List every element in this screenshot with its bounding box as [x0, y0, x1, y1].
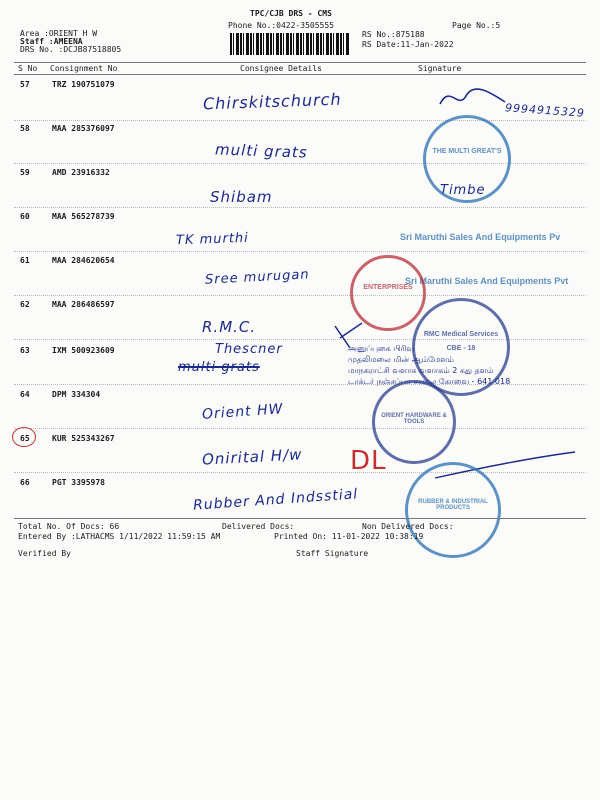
- row-65-sno: 65: [20, 434, 30, 443]
- entered-by: Entered By :LATHACMS 1/11/2022 11:59:15 AM: [18, 532, 221, 541]
- footer-rule: [14, 518, 586, 519]
- col-consignee: Consignee Details: [240, 64, 322, 73]
- row-64-consignment: DPM 334304: [52, 390, 101, 399]
- sri-maruthi-stamp-1: Sri Maruthi Sales And Equipments Pv: [400, 232, 561, 242]
- col-sno: S No: [18, 64, 38, 73]
- row-60-consignment: MAA 565278739: [52, 212, 115, 221]
- row-65-circle-mark: [12, 427, 36, 447]
- tamil-address-stamp: அனுப்புகை பிரிவு முதலிமலை மின் ஆம்மேளம் மாநகராட்சி வளாக வளாகம் 2 கது தளம் டாக்டர் நஞ்சப்பா சாலை கோவை - 641 018: [348, 344, 511, 386]
- row-63-sno: 63: [20, 346, 30, 355]
- row-60-sno: 60: [20, 212, 30, 221]
- row-61-consignment: MAA 284620654: [52, 256, 115, 265]
- row-59-consignee: Shibam: [210, 188, 273, 206]
- row-59-signature: Timbe: [440, 183, 486, 198]
- row-62-sno: 62: [20, 300, 30, 309]
- row-63-consignee: Thescner: [215, 342, 283, 357]
- multi-greats-stamp: THE MULTI GREAT'S: [423, 115, 511, 203]
- orient-hardware-stamp: ORIENT HARDWARE & TOOLS: [372, 380, 456, 464]
- row-60-consignee: TK murthi: [175, 230, 250, 249]
- row-58-consignment: MAA 285376097: [52, 124, 115, 133]
- header-rule-bottom: [14, 74, 586, 75]
- row-57-signature-scribble: [430, 82, 510, 112]
- row-65-consignee: Onirital H/w: [201, 445, 303, 469]
- verified-by: Verified By: [18, 549, 71, 558]
- non-delivered-docs: Non Delivered Docs:: [362, 522, 454, 531]
- row-divider: [14, 207, 586, 208]
- rs-number: RS No.:875188: [362, 30, 425, 39]
- row-divider: [14, 251, 586, 252]
- row-64-sno: 64: [20, 390, 30, 399]
- row-66-consignee: Rubber And Indsstial: [192, 486, 359, 514]
- row-62-consignment: MAA 286486597: [52, 300, 115, 309]
- row-divider: [14, 120, 586, 121]
- delivered-docs: Delivered Docs:: [222, 522, 295, 531]
- header-rule-top: [14, 62, 586, 63]
- staff-label: Staff :AMEENA: [20, 37, 83, 46]
- col-signature: Signature: [418, 64, 462, 73]
- row-59-sno: 59: [20, 168, 30, 177]
- row-61-sno: 61: [20, 256, 30, 265]
- row-59-consignment: AMD 23916332: [52, 168, 110, 177]
- staff-signature: Staff Signature: [296, 549, 369, 558]
- row-58-sno: 58: [20, 124, 30, 133]
- row-57-sno: 57: [20, 80, 30, 89]
- printed-on: Printed On: 11-01-2022 10:38:19: [274, 532, 424, 541]
- row-57-consignee: Chirskitschurch: [202, 89, 342, 114]
- row-57-phone-signature: 9994915329: [504, 101, 586, 120]
- row-57-consignment: TRZ 190751079: [52, 80, 115, 89]
- barcode: [230, 33, 350, 55]
- doc-title: TPC/CJB DRS - CMS: [250, 9, 332, 18]
- rubber-industrial-stamp: RUBBER & INDUSTRIAL PRODUCTS: [405, 462, 501, 558]
- row-65-signature: DL: [350, 446, 387, 476]
- rmc-medical-stamp: RMC Medical Services CBE - 18: [412, 298, 510, 396]
- phone-number: Phone No.:0422-3505555: [228, 21, 334, 30]
- row-64-consignee: Orient HW: [201, 401, 284, 423]
- row-61-consignee: Sree murugan: [204, 267, 310, 288]
- enterprises-stamp: ENTERPRISES: [350, 255, 426, 331]
- row-63-struck-text: multi grats: [178, 360, 260, 375]
- row-58-consignee: multi grats: [214, 140, 308, 162]
- col-consignment: Consignment No: [50, 64, 118, 73]
- total-docs: Total No. Of Docs: 66: [18, 522, 120, 531]
- area-label: Area :ORIENT H W: [20, 29, 98, 38]
- sri-maruthi-stamp-2: Sri Maruthi Sales And Equipments Pvt: [405, 276, 569, 286]
- row-66-sno: 66: [20, 478, 30, 487]
- page-number: Page No.:5: [452, 21, 501, 30]
- rs-date: RS Date:11-Jan-2022: [362, 40, 454, 49]
- row-62-consignee: R.M.C.: [202, 318, 257, 336]
- row-65-consignment: KUR 525343267: [52, 434, 115, 443]
- row-divider: [14, 295, 586, 296]
- row-divider: [14, 428, 586, 429]
- drs-number: DRS No. :DCJB87518805: [20, 45, 122, 54]
- row-63-consignment: IXM 500923609: [52, 346, 115, 355]
- row-66-consignment: PGT 3395978: [52, 478, 105, 487]
